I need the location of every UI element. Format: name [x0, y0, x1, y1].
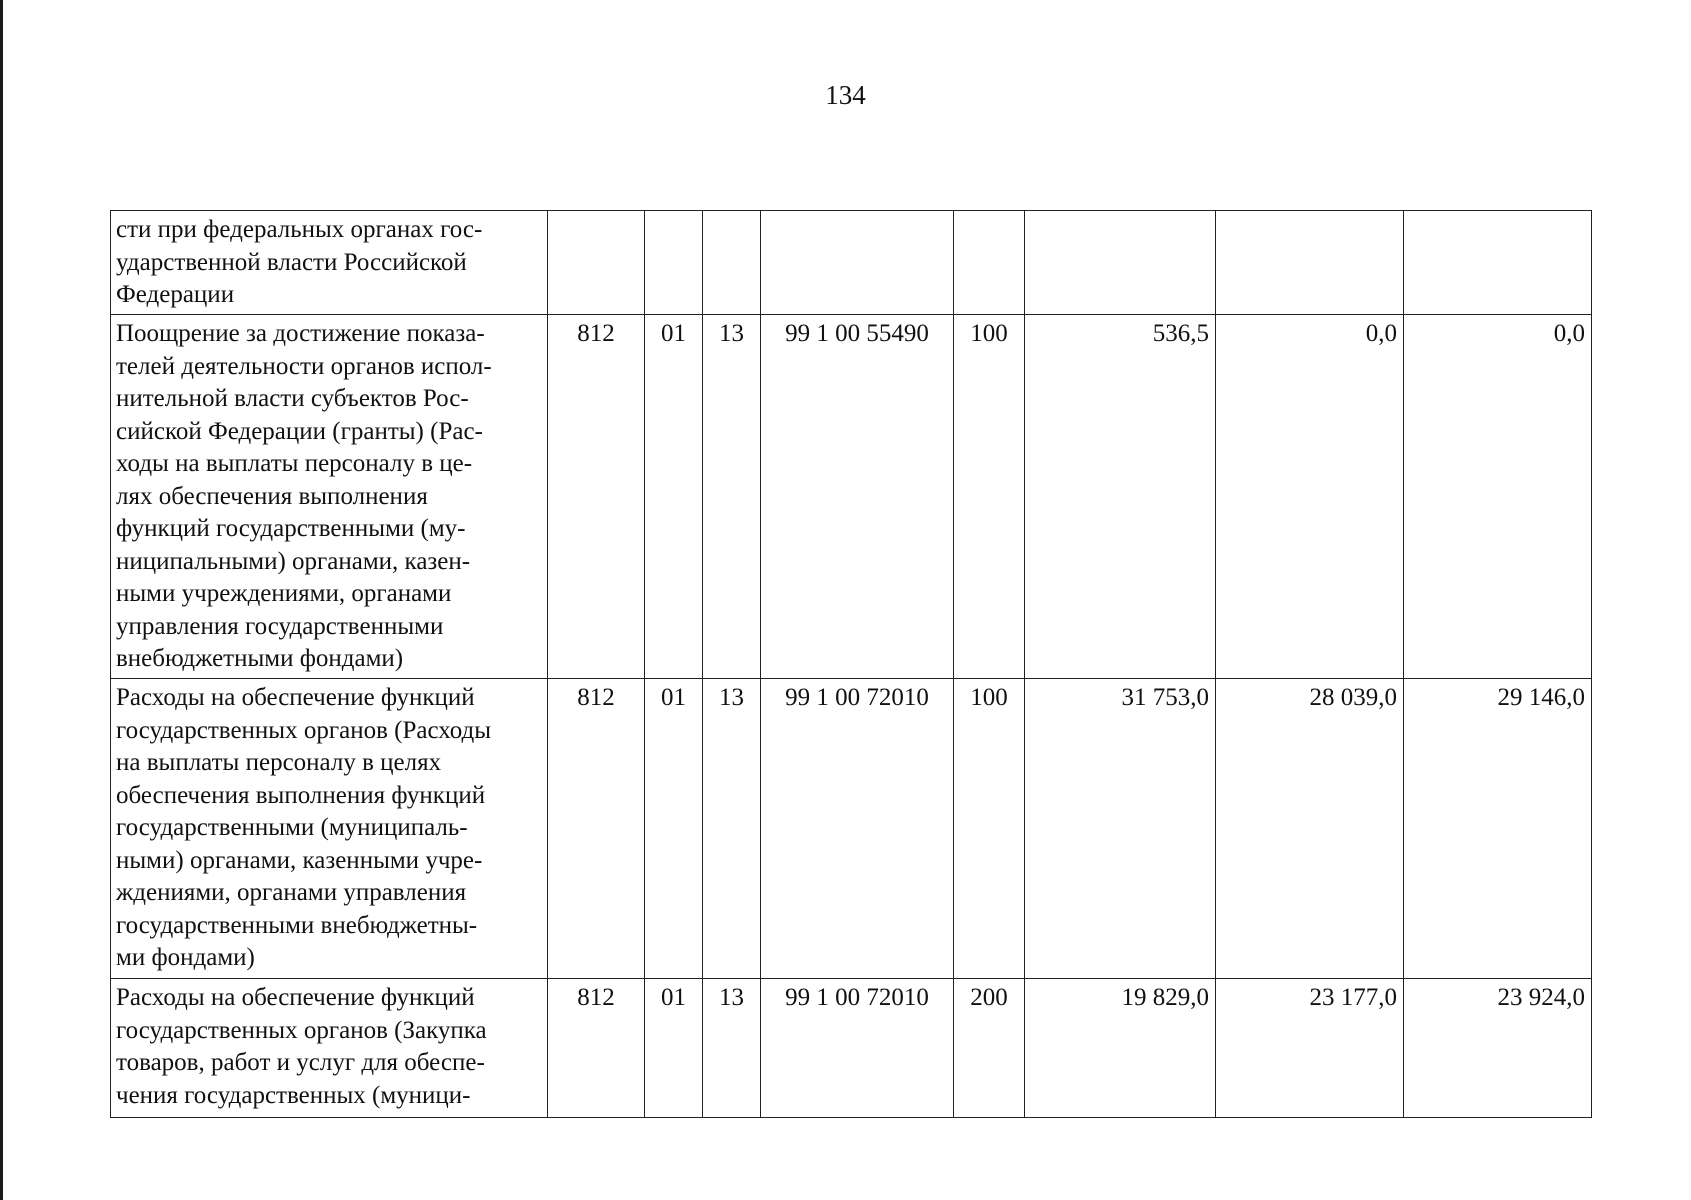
- amount-1-cell: 536,5: [1025, 315, 1216, 679]
- section-code-cell: 01: [645, 979, 703, 1118]
- target-code-cell: 99 1 00 72010: [761, 979, 954, 1118]
- section-code-cell: 01: [645, 679, 703, 979]
- description-line: телей деятельности органов испол-: [116, 352, 492, 380]
- description-line: на выплаты персоналу в целях: [116, 749, 442, 776]
- scan-edge-line: [0, 0, 3, 1200]
- description-line: Расходы на обеспечение функций: [116, 684, 475, 711]
- ministry-code-cell: 812: [548, 679, 645, 979]
- expense-type-cell: 100: [954, 315, 1025, 679]
- amount-1-cell: 19 829,0: [1025, 979, 1216, 1118]
- description-line: обеспечения выполнения функций: [116, 781, 486, 809]
- table-row: [111, 315, 1592, 679]
- ministry-code-cell: 812: [548, 315, 645, 679]
- target-code-cell: [761, 211, 954, 315]
- description-line: ждениями, органами управления: [116, 879, 467, 906]
- description-line: государственными (муниципаль-: [116, 814, 468, 841]
- amount-3-cell: 0,0: [1404, 315, 1592, 679]
- description-line: сийской Федерации (гранты) (Рас-: [116, 417, 483, 445]
- subsection-code-cell: 13: [703, 315, 761, 679]
- description-line: государственных органов (Расходы: [116, 716, 492, 744]
- row-description: [111, 979, 548, 1118]
- amount-3-cell: 23 924,0: [1404, 979, 1592, 1118]
- amount-1-cell: 31 753,0: [1025, 679, 1216, 979]
- expense-type-cell: [954, 211, 1025, 315]
- expense-type-cell: 100: [954, 679, 1025, 979]
- amount-3-cell: [1404, 211, 1592, 315]
- row-description: [111, 211, 548, 315]
- target-code-cell: 99 1 00 55490: [761, 315, 954, 679]
- description-line: Поощрение за достижение показа-: [116, 320, 485, 347]
- amount-2-cell: 28 039,0: [1216, 679, 1404, 979]
- amount-2-cell: [1216, 211, 1404, 315]
- description-line: государственных органов (Закупка: [116, 1016, 487, 1044]
- description-line: управления государственными: [116, 612, 444, 640]
- description-line: ударственной власти Российской: [116, 248, 467, 276]
- amount-2-cell: 23 177,0: [1216, 979, 1404, 1118]
- description-line: чения государственных (муници-: [116, 1081, 471, 1109]
- page-number: 134: [825, 80, 866, 110]
- ministry-code-cell: 812: [548, 979, 645, 1118]
- subsection-code-cell: [703, 211, 761, 315]
- description-line: сти при федеральных органах гос-: [116, 216, 483, 243]
- table-row: [111, 211, 1592, 315]
- description-line: государственными внебюджетны-: [116, 911, 478, 939]
- description-line: Расходы на обеспечение функций: [116, 984, 475, 1011]
- description-line: лях обеспечения выполнения: [116, 482, 428, 510]
- description-line: ными учреждениями, органами: [116, 580, 452, 607]
- description-line: ниципальными) органами, казен-: [116, 547, 471, 575]
- amount-2-cell: 0,0: [1216, 315, 1404, 679]
- description-line: ми фондами): [116, 944, 255, 971]
- expense-type-cell: 200: [954, 979, 1025, 1118]
- description-line: ными) органами, казенными учре-: [116, 846, 483, 874]
- table-row: [111, 979, 1592, 1118]
- description-line: ходы на выплаты персоналу в це-: [116, 450, 473, 477]
- table-row: [111, 679, 1592, 979]
- description-line: товаров, работ и услуг для обеспе-: [116, 1049, 485, 1076]
- subsection-code-cell: 13: [703, 679, 761, 979]
- row-description: [111, 679, 548, 979]
- budget-table: [110, 210, 1592, 1118]
- description-line: функций государственными (му-: [116, 515, 466, 542]
- subsection-code-cell: 13: [703, 979, 761, 1118]
- amount-3-cell: 29 146,0: [1404, 679, 1592, 979]
- description-line: Федерации: [116, 281, 235, 308]
- amount-1-cell: [1025, 211, 1216, 315]
- description-line: внебюджетными фондами): [116, 645, 404, 672]
- row-description: [111, 315, 548, 679]
- ministry-code-cell: [548, 211, 645, 315]
- target-code-cell: 99 1 00 72010: [761, 679, 954, 979]
- description-line: нительной власти субъектов Рос-: [116, 385, 469, 412]
- section-code-cell: [645, 211, 703, 315]
- section-code-cell: 01: [645, 315, 703, 679]
